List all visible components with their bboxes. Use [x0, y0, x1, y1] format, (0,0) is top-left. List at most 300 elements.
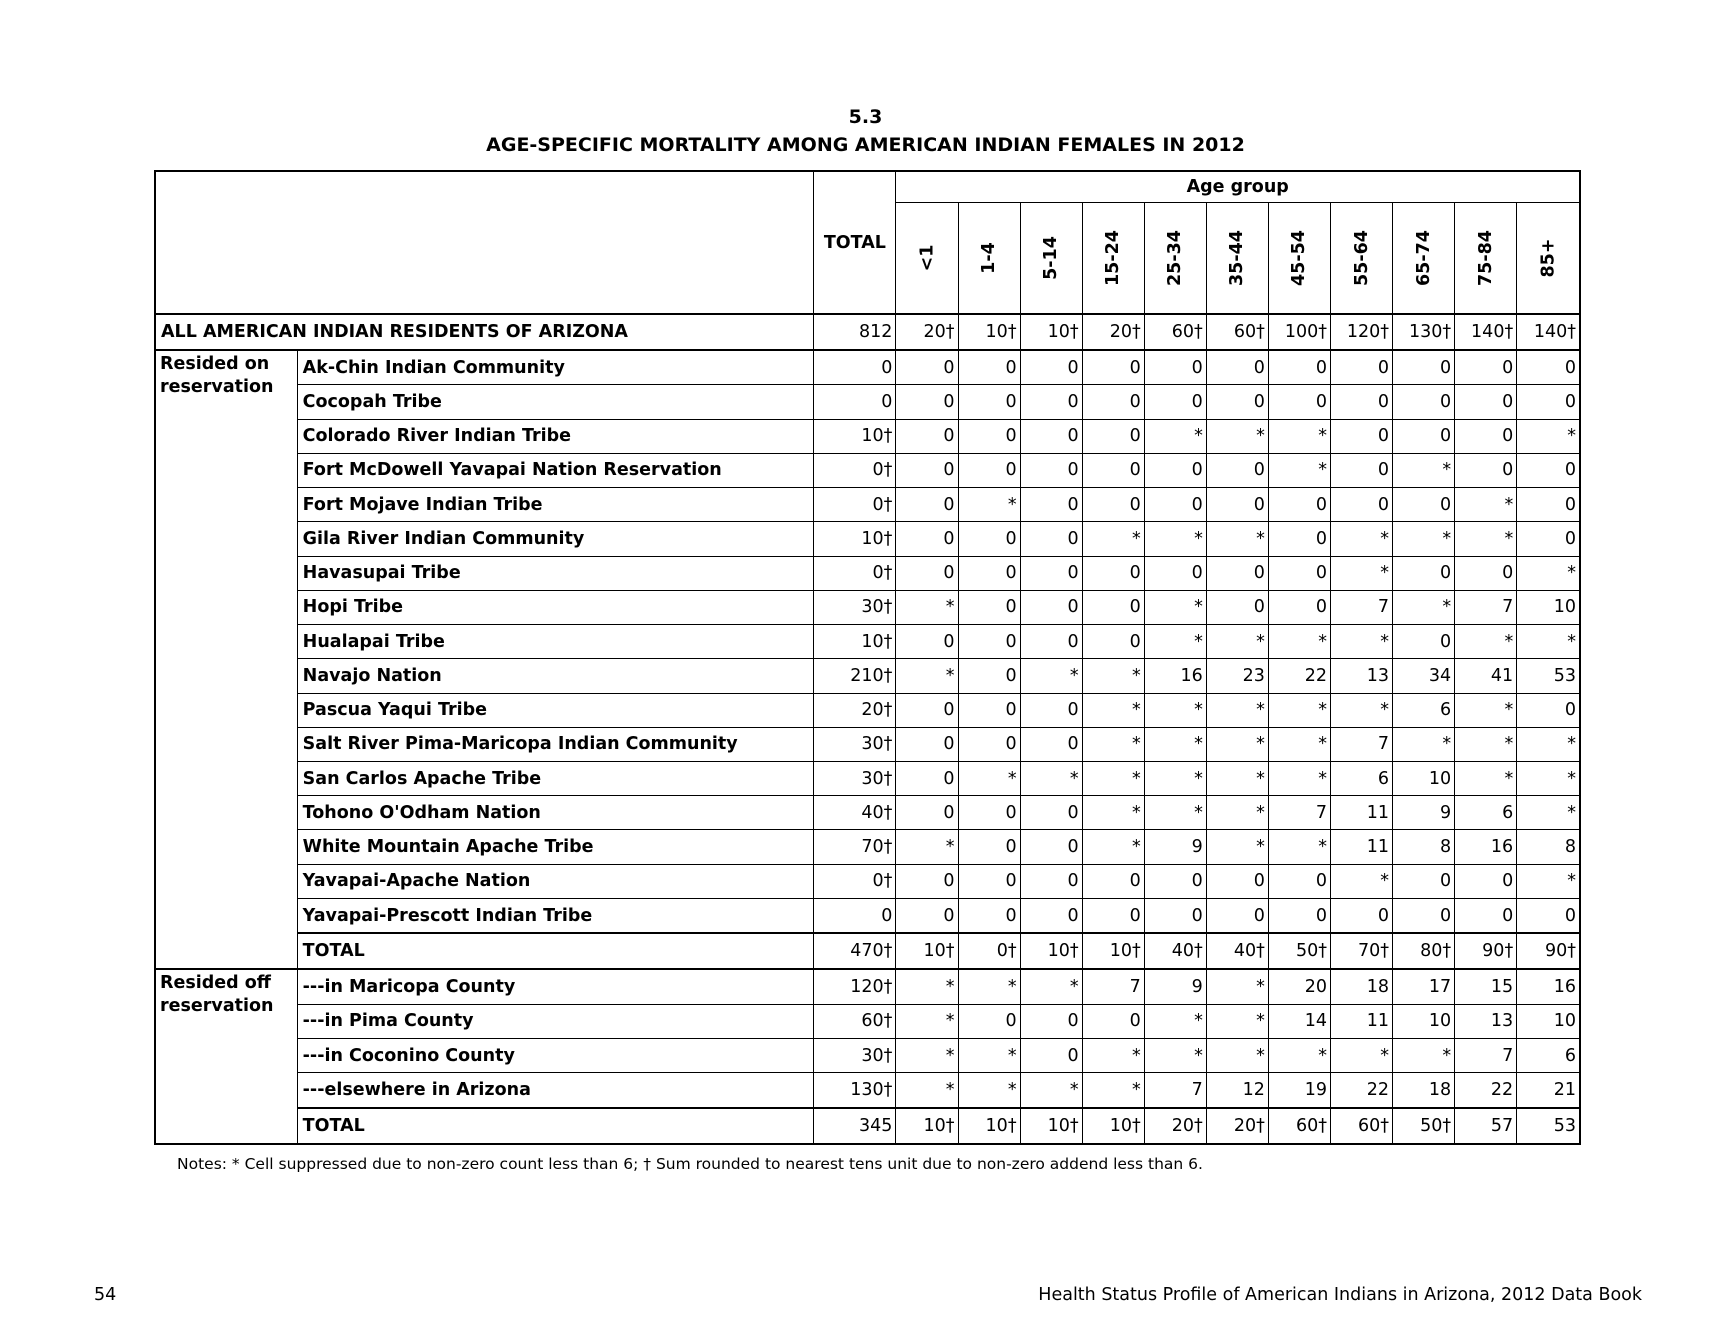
value-cell: *	[896, 969, 958, 1004]
value-cell: 12	[1206, 1073, 1268, 1108]
value-cell: 0	[958, 659, 1020, 693]
value-cell: 0	[1455, 385, 1517, 419]
value-cell: *	[1144, 727, 1206, 761]
value-cell: 0	[958, 1004, 1020, 1038]
header-age-group: Age group	[896, 171, 1580, 203]
value-cell: 13	[1330, 659, 1392, 693]
value-cell: 0	[1020, 898, 1082, 933]
group-label: Resided on reservation	[155, 350, 297, 969]
table-row	[155, 385, 1580, 419]
value-cell: 100†	[1268, 314, 1330, 350]
value-cell: 11	[1330, 830, 1392, 864]
value-cell: *	[1330, 556, 1392, 590]
value-cell: 53	[1517, 1108, 1580, 1144]
header-total: TOTAL	[814, 171, 896, 314]
value-cell: 0	[814, 350, 896, 385]
value-cell: 0	[896, 350, 958, 385]
header-age-5	[1206, 203, 1268, 315]
value-cell: 0	[1082, 590, 1144, 624]
value-cell: *	[1268, 693, 1330, 727]
row-label: TOTAL	[297, 933, 814, 969]
value-cell: 19	[1268, 1073, 1330, 1108]
value-cell: 0	[1455, 350, 1517, 385]
value-cell: 0†	[814, 453, 896, 487]
value-cell: 0	[1455, 453, 1517, 487]
table-row	[155, 419, 1580, 453]
value-cell: 0	[1517, 693, 1580, 727]
value-cell: 0	[896, 727, 958, 761]
value-cell: *	[1268, 625, 1330, 659]
value-cell: 0	[1082, 350, 1144, 385]
value-cell: 0	[896, 864, 958, 898]
value-cell: *	[1082, 1039, 1144, 1073]
value-cell: 0	[1455, 556, 1517, 590]
value-cell: *	[1206, 522, 1268, 556]
value-cell: 0	[896, 693, 958, 727]
row-label: ---elsewhere in Arizona	[297, 1073, 814, 1108]
value-cell: *	[958, 488, 1020, 522]
value-cell: 130†	[1393, 314, 1455, 350]
table-row	[155, 1039, 1580, 1073]
value-cell: 0	[1082, 488, 1144, 522]
table-row	[155, 864, 1580, 898]
value-cell: 10†	[896, 933, 958, 969]
value-cell: 10†	[958, 314, 1020, 350]
header-age-8	[1393, 203, 1455, 315]
header-age-label: <1	[916, 244, 937, 272]
table-row	[155, 796, 1580, 830]
value-cell: *	[958, 1039, 1020, 1073]
value-cell: *	[1517, 727, 1580, 761]
value-cell: 60†	[814, 1004, 896, 1038]
value-cell: 0†	[814, 488, 896, 522]
value-cell: 0	[958, 385, 1020, 419]
value-cell: 0	[1330, 488, 1392, 522]
value-cell: 0	[1020, 488, 1082, 522]
value-cell: 0	[896, 625, 958, 659]
row-label: Fort Mojave Indian Tribe	[297, 488, 814, 522]
value-cell: 0	[1517, 898, 1580, 933]
value-cell: *	[1082, 761, 1144, 795]
value-cell: *	[1206, 727, 1268, 761]
value-cell: *	[896, 1004, 958, 1038]
value-cell: 90†	[1517, 933, 1580, 969]
value-cell: 0	[1020, 1039, 1082, 1073]
row-label: Gila River Indian Community	[297, 522, 814, 556]
value-cell: *	[1393, 590, 1455, 624]
value-cell: 0	[1020, 864, 1082, 898]
value-cell: *	[1517, 556, 1580, 590]
value-cell: 10†	[814, 625, 896, 659]
value-cell: 80†	[1393, 933, 1455, 969]
value-cell: *	[1206, 761, 1268, 795]
value-cell: *	[958, 761, 1020, 795]
value-cell: 0	[1020, 522, 1082, 556]
value-cell: *	[1517, 864, 1580, 898]
value-cell: 0	[1517, 488, 1580, 522]
value-cell: 0	[958, 419, 1020, 453]
mortality-table	[154, 170, 1581, 1145]
table-row	[155, 693, 1580, 727]
value-cell: 0	[896, 453, 958, 487]
header-age-4	[1144, 203, 1206, 315]
value-cell: *	[1206, 625, 1268, 659]
value-cell: 0	[1268, 556, 1330, 590]
value-cell: 0	[814, 385, 896, 419]
value-cell: *	[896, 590, 958, 624]
row-label: Havasupai Tribe	[297, 556, 814, 590]
value-cell: 140†	[1517, 314, 1580, 350]
value-cell: *	[1517, 419, 1580, 453]
value-cell: 22	[1455, 1073, 1517, 1108]
value-cell: *	[1517, 761, 1580, 795]
value-cell: 10†	[1020, 1108, 1082, 1144]
value-cell: 0	[896, 488, 958, 522]
table-row	[155, 453, 1580, 487]
value-cell: *	[1268, 727, 1330, 761]
value-cell: 16	[1455, 830, 1517, 864]
value-cell: *	[1206, 419, 1268, 453]
value-cell: 90†	[1455, 933, 1517, 969]
value-cell: 0	[896, 556, 958, 590]
value-cell: *	[1268, 761, 1330, 795]
value-cell: 7	[1455, 1039, 1517, 1073]
row-label: Hualapai Tribe	[297, 625, 814, 659]
table-row	[155, 727, 1580, 761]
value-cell: *	[1455, 727, 1517, 761]
value-cell: 0	[1206, 898, 1268, 933]
row-label: TOTAL	[297, 1108, 814, 1144]
value-cell: 7	[1268, 796, 1330, 830]
footer-source: Health Status Profile of American Indians in Arizona, 2012 Data Book	[1038, 1285, 1642, 1305]
value-cell: 6	[1330, 761, 1392, 795]
value-cell: 40†	[1206, 933, 1268, 969]
value-cell: 0	[896, 761, 958, 795]
value-cell: 0	[1455, 898, 1517, 933]
value-cell: 812	[814, 314, 896, 350]
row-label: ---in Pima County	[297, 1004, 814, 1038]
value-cell: 0	[1517, 385, 1580, 419]
value-cell: 0	[1020, 453, 1082, 487]
value-cell: *	[1206, 1004, 1268, 1038]
table-row	[155, 761, 1580, 795]
row-label: Pascua Yaqui Tribe	[297, 693, 814, 727]
table-row	[155, 350, 1580, 385]
value-cell: 0	[1268, 898, 1330, 933]
value-cell: 0	[1268, 385, 1330, 419]
value-cell: 11	[1330, 1004, 1392, 1038]
value-cell: 14	[1268, 1004, 1330, 1038]
value-cell: 0	[1517, 522, 1580, 556]
table-row	[155, 659, 1580, 693]
value-cell: 345	[814, 1108, 896, 1144]
value-cell: 10	[1393, 1004, 1455, 1038]
value-cell: 0	[1393, 556, 1455, 590]
table-row	[155, 1108, 1580, 1144]
value-cell: 0	[1144, 556, 1206, 590]
value-cell: *	[1144, 625, 1206, 659]
value-cell: *	[1268, 830, 1330, 864]
value-cell: *	[1455, 522, 1517, 556]
row-label: Colorado River Indian Tribe	[297, 419, 814, 453]
value-cell: 7	[1330, 727, 1392, 761]
value-cell: 0	[1393, 898, 1455, 933]
value-cell: 40†	[1144, 933, 1206, 969]
row-label: Navajo Nation	[297, 659, 814, 693]
value-cell: 0	[1020, 590, 1082, 624]
value-cell: *	[896, 830, 958, 864]
header-age-6	[1268, 203, 1330, 315]
value-cell: 10†	[1020, 933, 1082, 969]
value-cell: 7	[1455, 590, 1517, 624]
value-cell: 7	[1144, 1073, 1206, 1108]
value-cell: 0	[1393, 864, 1455, 898]
header-age-2	[1020, 203, 1082, 315]
value-cell: 11	[1330, 796, 1392, 830]
value-cell: 0	[1020, 419, 1082, 453]
value-cell: 20†	[1082, 314, 1144, 350]
value-cell: 10†	[814, 522, 896, 556]
value-cell: *	[1082, 727, 1144, 761]
table-row-all-residents	[155, 314, 1580, 350]
table-row	[155, 522, 1580, 556]
value-cell: *	[1268, 419, 1330, 453]
group-label: Resided off reservation	[155, 969, 297, 1144]
value-cell: *	[1268, 1039, 1330, 1073]
row-label: Salt River Pima-Maricopa Indian Community	[297, 727, 814, 761]
value-cell: *	[1082, 796, 1144, 830]
header-age-label: 45-54	[1289, 230, 1310, 286]
value-cell: *	[1330, 522, 1392, 556]
value-cell: 60†	[1268, 1108, 1330, 1144]
value-cell: 23	[1206, 659, 1268, 693]
value-cell: 0	[1393, 488, 1455, 522]
value-cell: 30†	[814, 761, 896, 795]
value-cell: 10†	[1020, 314, 1082, 350]
value-cell: 210†	[814, 659, 896, 693]
header-age-label: 25-34	[1165, 230, 1186, 286]
value-cell: 0	[1082, 898, 1144, 933]
value-cell: 0	[1020, 350, 1082, 385]
value-cell: 0	[958, 727, 1020, 761]
value-cell: 0	[1082, 625, 1144, 659]
value-cell: 130†	[814, 1073, 896, 1108]
value-cell: 50†	[1393, 1108, 1455, 1144]
value-cell: *	[1393, 522, 1455, 556]
value-cell: 0	[1268, 350, 1330, 385]
value-cell: 0	[814, 898, 896, 933]
value-cell: 0	[1393, 625, 1455, 659]
value-cell: 120†	[1330, 314, 1392, 350]
value-cell: 0	[1206, 556, 1268, 590]
value-cell: 0	[1020, 830, 1082, 864]
value-cell: 53	[1517, 659, 1580, 693]
table-row	[155, 933, 1580, 969]
value-cell: *	[958, 969, 1020, 1004]
value-cell: 7	[1082, 969, 1144, 1004]
value-cell: 0	[958, 693, 1020, 727]
value-cell: 20†	[814, 693, 896, 727]
value-cell: 10†	[896, 1108, 958, 1144]
value-cell: 0	[1020, 625, 1082, 659]
value-cell: 10†	[1082, 933, 1144, 969]
header-age-label: 65-74	[1413, 230, 1434, 286]
value-cell: 0	[1393, 419, 1455, 453]
value-cell: *	[1393, 727, 1455, 761]
value-cell: *	[1020, 761, 1082, 795]
value-cell: 0	[896, 796, 958, 830]
table-notes: Notes: * Cell suppressed due to non-zero count less than 6; † Sum rounded to nearest tens unit due to non-zero addend less than 6.	[177, 1155, 1203, 1173]
value-cell: 30†	[814, 590, 896, 624]
row-label: ---in Coconino County	[297, 1039, 814, 1073]
value-cell: 0	[896, 898, 958, 933]
value-cell: 21	[1517, 1073, 1580, 1108]
value-cell: 0	[1020, 727, 1082, 761]
value-cell: 60†	[1330, 1108, 1392, 1144]
value-cell: 30†	[814, 727, 896, 761]
value-cell: *	[896, 1073, 958, 1108]
value-cell: 0	[1268, 864, 1330, 898]
value-cell: *	[1206, 693, 1268, 727]
table-row	[155, 969, 1580, 1004]
value-cell: *	[1206, 969, 1268, 1004]
header-age-label: 1-4	[979, 242, 1000, 274]
value-cell: 0	[1144, 864, 1206, 898]
table-row	[155, 830, 1580, 864]
value-cell: 22	[1330, 1073, 1392, 1108]
value-cell: 0	[1082, 419, 1144, 453]
value-cell: 0	[896, 522, 958, 556]
value-cell: 16	[1517, 969, 1580, 1004]
value-cell: *	[1144, 796, 1206, 830]
value-cell: *	[1144, 419, 1206, 453]
value-cell: 0	[1020, 1004, 1082, 1038]
header-age-label: 35-44	[1227, 230, 1248, 286]
value-cell: 0†	[814, 864, 896, 898]
header-age-1	[958, 203, 1020, 315]
value-cell: *	[1455, 693, 1517, 727]
value-cell: 20†	[1144, 1108, 1206, 1144]
value-cell: 0	[1517, 453, 1580, 487]
value-cell: *	[1144, 761, 1206, 795]
value-cell: *	[1330, 1039, 1392, 1073]
value-cell: *	[1393, 453, 1455, 487]
value-cell: 0	[1330, 453, 1392, 487]
table-row	[155, 898, 1580, 933]
value-cell: 140†	[1455, 314, 1517, 350]
value-cell: 40†	[814, 796, 896, 830]
value-cell: 0	[1144, 385, 1206, 419]
value-cell: 0	[1020, 693, 1082, 727]
value-cell: 0	[958, 522, 1020, 556]
value-cell: 0	[1082, 556, 1144, 590]
value-cell: 10	[1393, 761, 1455, 795]
value-cell: 0	[1455, 864, 1517, 898]
value-cell: 0	[896, 419, 958, 453]
value-cell: 9	[1144, 830, 1206, 864]
value-cell: *	[1020, 659, 1082, 693]
value-cell: 10†	[958, 1108, 1020, 1144]
row-label: San Carlos Apache Tribe	[297, 761, 814, 795]
value-cell: 0	[1330, 385, 1392, 419]
value-cell: 0	[958, 556, 1020, 590]
header-age-label: 55-64	[1351, 230, 1372, 286]
value-cell: *	[1206, 1039, 1268, 1073]
value-cell: *	[1455, 488, 1517, 522]
value-cell: 10†	[1082, 1108, 1144, 1144]
value-cell: 16	[1144, 659, 1206, 693]
value-cell: 6	[1393, 693, 1455, 727]
row-label: Hopi Tribe	[297, 590, 814, 624]
value-cell: 0	[958, 625, 1020, 659]
value-cell: *	[1144, 1004, 1206, 1038]
row-label: Fort McDowell Yavapai Nation Reservation	[297, 453, 814, 487]
value-cell: 0	[1144, 350, 1206, 385]
value-cell: 0	[1144, 898, 1206, 933]
value-cell: 0	[1082, 864, 1144, 898]
table-number: 5.3	[848, 106, 883, 128]
value-cell: 0	[1455, 419, 1517, 453]
value-cell: *	[1144, 693, 1206, 727]
value-cell: 30†	[814, 1039, 896, 1073]
value-cell: 9	[1144, 969, 1206, 1004]
row-label: Tohono O'Odham Nation	[297, 796, 814, 830]
value-cell: *	[1082, 693, 1144, 727]
row-label: Yavapai-Prescott Indian Tribe	[297, 898, 814, 933]
value-cell: 0	[1020, 796, 1082, 830]
value-cell: 20†	[896, 314, 958, 350]
value-cell: *	[1020, 969, 1082, 1004]
value-cell: 0	[1393, 350, 1455, 385]
value-cell: 0	[1144, 488, 1206, 522]
value-cell: 60†	[1144, 314, 1206, 350]
value-cell: 0	[958, 898, 1020, 933]
table-row	[155, 1004, 1580, 1038]
value-cell: 0	[1206, 864, 1268, 898]
value-cell: *	[1144, 590, 1206, 624]
value-cell: *	[1206, 796, 1268, 830]
value-cell: *	[1517, 796, 1580, 830]
page-number: 54	[94, 1285, 117, 1305]
row-label: Cocopah Tribe	[297, 385, 814, 419]
row-label: Yavapai-Apache Nation	[297, 864, 814, 898]
value-cell: 0†	[958, 933, 1020, 969]
value-cell: 0	[1268, 488, 1330, 522]
value-cell: 0	[896, 385, 958, 419]
value-cell: 0	[1268, 590, 1330, 624]
value-cell: 8	[1393, 830, 1455, 864]
value-cell: 120†	[814, 969, 896, 1004]
table-row	[155, 488, 1580, 522]
value-cell: 0	[1144, 453, 1206, 487]
value-cell: 9	[1393, 796, 1455, 830]
row-label: Ak-Chin Indian Community	[297, 350, 814, 385]
header-blank	[155, 171, 814, 314]
value-cell: 0	[1020, 556, 1082, 590]
value-cell: 22	[1268, 659, 1330, 693]
value-cell: 18	[1393, 1073, 1455, 1108]
value-cell: 20†	[1206, 1108, 1268, 1144]
value-cell: 0	[1330, 898, 1392, 933]
value-cell: 0	[1206, 488, 1268, 522]
value-cell: 7	[1330, 590, 1392, 624]
value-cell: 10	[1517, 1004, 1580, 1038]
header-age-label: 75-84	[1475, 230, 1496, 286]
value-cell: 0	[1020, 385, 1082, 419]
header-age-3	[1082, 203, 1144, 315]
value-cell: 13	[1455, 1004, 1517, 1038]
value-cell: *	[1082, 659, 1144, 693]
